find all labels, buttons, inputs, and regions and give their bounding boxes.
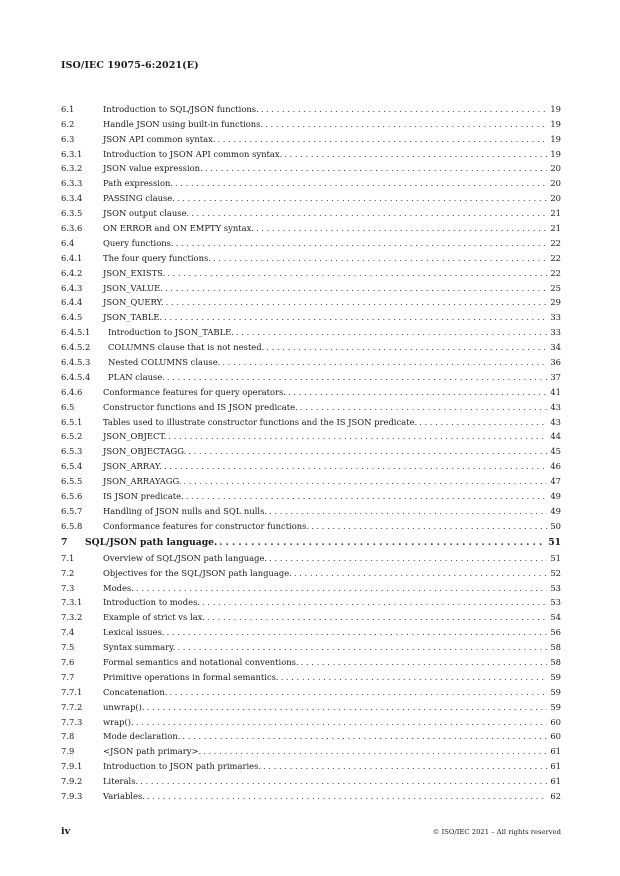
toc-entry-title: COLUMNS clause that is not nested. <box>108 342 265 353</box>
toc-entry-title: ON ERROR and ON EMPTY syntax. <box>103 223 254 234</box>
toc-entry-title: Primitive operations in formal semantics. <box>103 671 279 682</box>
toc-entry-page: 56 <box>550 627 561 638</box>
toc-entry-title: JSON_ARRAY. <box>103 461 162 472</box>
toc-entry-page: 58 <box>550 642 561 653</box>
toc-leader-dots <box>167 627 547 637</box>
toc-entry-title: Lexical issues. <box>103 627 165 638</box>
toc-leader-dots <box>186 491 547 501</box>
toc-entry-number: 6.3.3 <box>61 178 83 189</box>
toc-entry-number: 6.4.2 <box>61 267 83 278</box>
toc-entry-number: 7.3.2 <box>61 612 83 623</box>
toc-leader-dots <box>169 687 547 697</box>
toc-entry-page: 34 <box>550 342 561 353</box>
toc-entry-title: JSON_ARRAYAGG. <box>103 476 182 487</box>
toc-entry-title: JSON_OBJECTAGG. <box>103 446 187 457</box>
toc-entry-page: 44 <box>550 431 561 442</box>
toc-entry-page: 60 <box>550 731 561 742</box>
toc-entry[interactable] <box>61 188 561 203</box>
page-number: iv <box>61 826 71 837</box>
toc-entry-page: 59 <box>550 671 561 682</box>
toc-leader-dots <box>256 223 547 233</box>
toc-leader-dots <box>207 612 547 622</box>
toc-entry-number: 7.1 <box>61 552 75 563</box>
toc-entry-page: 43 <box>550 416 561 427</box>
toc-entry[interactable] <box>61 501 561 516</box>
toc-entry-page: 19 <box>550 103 561 114</box>
toc-entry-number: 6.5.4 <box>61 461 83 472</box>
toc-entry-title: JSON_OBJECT. <box>103 431 167 442</box>
toc-entry[interactable] <box>61 412 561 427</box>
toc-entry-number: 6.5.8 <box>61 520 83 531</box>
toc-entry-number: 6.4.1 <box>61 252 83 263</box>
toc-entry[interactable] <box>61 607 561 622</box>
toc-entry-page: 59 <box>550 701 561 712</box>
toc-entry-number: 6.3.1 <box>61 148 83 159</box>
toc-entry[interactable] <box>61 233 561 248</box>
toc-entry[interactable] <box>61 293 561 308</box>
toc-entry-number: 7.4 <box>61 627 75 638</box>
document-header: ISO/IEC 19075-6:2021(E) <box>61 60 199 71</box>
toc-entry[interactable] <box>61 114 561 129</box>
toc-entry[interactable] <box>61 771 561 786</box>
toc-entry[interactable] <box>61 307 561 322</box>
toc-entry[interactable] <box>61 712 561 727</box>
toc-entry[interactable] <box>61 667 561 682</box>
toc-leader-dots <box>205 163 547 173</box>
toc-entry-title: Mode declaration. <box>103 731 181 742</box>
toc-entry-title: Constructor functions and IS JSON predicate. <box>103 401 298 412</box>
toc-leader-dots <box>188 446 547 456</box>
toc-entry-page: 19 <box>550 148 561 159</box>
toc-entry-title: JSON API common syntax. <box>103 133 216 144</box>
toc-entry-number: 6.4.6 <box>61 386 83 397</box>
toc-entry-number: 6.4.5 <box>61 312 83 323</box>
toc-entry-page: 36 <box>550 357 561 368</box>
toc-entry-number: 6.3.5 <box>61 208 83 219</box>
toc-entry-title: JSON value expression. <box>103 163 203 174</box>
toc-entry-page: 50 <box>550 520 561 531</box>
toc-entry-page: 22 <box>550 252 561 263</box>
toc-leader-dots <box>294 568 547 578</box>
toc-entry-title: PASSING clause. <box>103 193 175 204</box>
toc-entry[interactable] <box>61 652 561 667</box>
toc-entry-title: Introduction to modes. <box>103 597 201 608</box>
toc-entry-title: JSON_QUERY. <box>103 297 164 308</box>
toc-entry-page: 53 <box>550 582 561 593</box>
toc-entry-page: 61 <box>550 761 561 772</box>
toc-entry[interactable] <box>61 682 561 697</box>
toc-entry-title: Modes. <box>103 582 134 593</box>
toc-entry-title: The four query functions. <box>103 252 211 263</box>
toc-entry-title: Variables. <box>103 790 145 801</box>
toc-entry-number: 6.4 <box>61 237 75 248</box>
toc-entry[interactable] <box>61 697 561 712</box>
toc-entry[interactable] <box>61 99 561 114</box>
toc-entry[interactable] <box>61 471 561 486</box>
toc-entry-number: 6.5.5 <box>61 476 83 487</box>
toc-entry[interactable] <box>61 756 561 771</box>
toc-leader-dots <box>261 104 547 114</box>
toc-entry-page: 21 <box>550 208 561 219</box>
toc-entry-number: 7.7.1 <box>61 686 83 697</box>
toc-entry-title: JSON_VALUE. <box>103 282 163 293</box>
toc-entry-page: 33 <box>550 327 561 338</box>
toc-entry[interactable] <box>61 382 561 397</box>
toc-entry[interactable] <box>61 741 561 756</box>
toc-entry[interactable] <box>61 578 561 593</box>
toc-leader-dots <box>265 119 547 129</box>
toc-entry-title: SQL/JSON path language. <box>85 536 218 548</box>
toc-entry[interactable] <box>61 456 561 471</box>
toc-entry-page: 29 <box>550 297 561 308</box>
toc-entry-number: 7.3 <box>61 582 75 593</box>
toc-entry-title: Query functions. <box>103 237 174 248</box>
toc-entry[interactable] <box>61 397 561 412</box>
toc-entry-title: Conformance features for query operators. <box>103 386 286 397</box>
toc-entry[interactable] <box>61 622 561 637</box>
toc-leader-dots <box>175 178 547 188</box>
toc-entry-page: 45 <box>550 446 561 457</box>
toc-entry-title: Handling of JSON nulls and SQL nulls. <box>103 505 268 516</box>
toc-entry-page: 59 <box>550 686 561 697</box>
toc-entry-number: 6.5.3 <box>61 446 83 457</box>
toc-entry-page: 22 <box>550 267 561 278</box>
toc-entry-page: 20 <box>550 178 561 189</box>
toc-entry-number: 6.5.1 <box>61 416 83 427</box>
toc-entry-page: 33 <box>550 312 561 323</box>
toc-entry-page: 62 <box>550 790 561 801</box>
toc-entry-title: Objectives for the SQL/JSON path language. <box>103 567 292 578</box>
toc-entry-title: Literals. <box>103 776 139 787</box>
toc-entry-number: 7.9.3 <box>61 790 83 801</box>
toc-entry-title: Handle JSON using built-in functions. <box>103 118 264 129</box>
toc-entry-title: Introduction to SQL/JSON functions. <box>103 103 259 114</box>
toc-entry[interactable] <box>61 637 561 652</box>
toc-entry[interactable] <box>61 516 561 531</box>
toc-entry-page: 61 <box>550 776 561 787</box>
toc-leader-dots <box>218 134 548 144</box>
toc-entry-page: 21 <box>550 223 561 234</box>
toc-leader-dots <box>269 506 547 516</box>
toc-entry[interactable] <box>61 563 561 578</box>
toc-entry-number: 6.5 <box>61 401 75 412</box>
toc-leader-dots <box>311 521 547 531</box>
toc-entry-title: Nested COLUMNS clause. <box>108 357 221 368</box>
toc-entry-number: 6.3.6 <box>61 223 83 234</box>
toc-entry[interactable] <box>61 486 561 501</box>
toc-entry-title: Example of strict vs lax. <box>103 612 206 623</box>
toc-leader-dots <box>284 149 547 159</box>
toc-entry-page: 20 <box>550 193 561 204</box>
toc-leader-dots <box>164 461 547 471</box>
toc-entry-page: 19 <box>550 133 561 144</box>
toc-entry[interactable] <box>61 218 561 233</box>
toc-leader-dots <box>202 597 547 607</box>
toc-leader-dots <box>288 387 547 397</box>
toc-entry-number: 7.7 <box>61 671 75 682</box>
toc-entry-page: 20 <box>550 163 561 174</box>
copyright-notice: © ISO/IEC 2021 – All rights reserved <box>432 828 561 836</box>
toc-entry-page: 58 <box>550 656 561 667</box>
toc-entry[interactable] <box>61 352 561 367</box>
toc-entry[interactable] <box>61 322 561 337</box>
toc-leader-dots <box>266 342 547 352</box>
toc-entry-title: IS JSON predicate. <box>103 491 184 502</box>
toc-leader-dots <box>136 717 547 727</box>
toc-leader-dots <box>147 791 547 801</box>
toc-entry[interactable] <box>61 144 561 159</box>
toc-entry-page: 52 <box>550 567 561 578</box>
toc-entry-number: 6.3.2 <box>61 163 83 174</box>
toc-entry-page: 47 <box>550 476 561 487</box>
toc-leader-dots <box>263 761 547 771</box>
toc-leader-dots <box>236 327 547 337</box>
toc-entry-number: 7.2 <box>61 567 75 578</box>
toc-leader-dots <box>213 253 547 263</box>
toc-entry-page: 51 <box>550 552 561 563</box>
toc-entry[interactable] <box>61 441 561 456</box>
toc-entry-number: 6.2 <box>61 118 75 129</box>
toc-entry[interactable] <box>61 786 561 801</box>
toc-entry-number: 7.8 <box>61 731 75 742</box>
toc-leader-dots <box>191 208 547 218</box>
toc-entry[interactable] <box>61 173 561 188</box>
toc-leader-dots <box>147 702 547 712</box>
toc-entry-number: 6.4.5.1 <box>61 327 91 338</box>
toc-leader-dots <box>222 357 547 367</box>
toc-entry-page: 53 <box>550 597 561 608</box>
toc-entry-page: 25 <box>550 282 561 293</box>
toc-entry-number: 6.5.7 <box>61 505 83 516</box>
toc-entry[interactable] <box>61 203 561 218</box>
toc-entry-title: Formal semantics and notational conventions. <box>103 656 299 667</box>
toc-leader-dots <box>136 583 547 593</box>
toc-leader-dots <box>177 193 547 203</box>
toc-entry-title: Introduction to JSON path primaries. <box>103 761 262 772</box>
toc-entry-title: Conformance features for constructor functions. <box>103 520 310 531</box>
toc-entry-number: 6.4.4 <box>61 297 83 308</box>
toc-entry-title: Introduction to JSON_TABLE. <box>108 327 234 338</box>
toc-entry[interactable] <box>61 427 561 442</box>
toc-entry-title: Tables used to illustrate constructor functions and the IS JSON predicate. <box>103 416 418 427</box>
toc-entry-title: Syntax summary. <box>103 642 176 653</box>
toc-entry-page: 51 <box>548 536 561 548</box>
toc-entry-number: 6.3.4 <box>61 193 83 204</box>
toc-leader-dots <box>419 417 547 427</box>
toc-entry-title: unwrap(). <box>103 701 145 712</box>
toc-entry-number: 7 <box>61 536 68 548</box>
toc-entry-page: 54 <box>550 612 561 623</box>
toc-entry-title: Concatenation. <box>103 686 168 697</box>
toc-leader-dots <box>269 553 547 563</box>
toc-entry[interactable] <box>61 593 561 608</box>
toc-entry-page: 37 <box>550 371 561 382</box>
toc-entry-number: 6.3 <box>61 133 75 144</box>
toc-entry[interactable] <box>61 337 561 352</box>
toc-entry-number: 7.7.3 <box>61 716 83 727</box>
toc-entry-title: Overview of SQL/JSON path language. <box>103 552 268 563</box>
toc-leader-dots <box>182 731 547 741</box>
toc-entry-number: 6.1 <box>61 103 75 114</box>
toc-entry[interactable] <box>61 531 561 548</box>
toc-entry-page: 46 <box>550 461 561 472</box>
toc-entry-number: 7.5 <box>61 642 75 653</box>
toc-entry[interactable] <box>61 278 561 293</box>
toc-entry-title: Introduction to JSON API common syntax. <box>103 148 283 159</box>
toc-entry-page: 41 <box>550 386 561 397</box>
toc-entry-number: 6.5.2 <box>61 431 83 442</box>
toc-entry-title: Path expression. <box>103 178 174 189</box>
toc-leader-dots <box>164 312 547 322</box>
toc-entry-title: JSON_TABLE. <box>103 312 163 323</box>
toc-entry-page: 49 <box>550 505 561 516</box>
toc-entry-page: 19 <box>550 118 561 129</box>
toc-leader-dots <box>166 297 547 307</box>
toc-entry-number: 6.4.5.2 <box>61 342 91 353</box>
toc-entry[interactable] <box>61 129 561 144</box>
toc-entry-page: 49 <box>550 491 561 502</box>
toc-entry-page: 61 <box>550 746 561 757</box>
toc-entry-title: JSON output clause. <box>103 208 190 219</box>
toc-entry-number: 7.6 <box>61 656 75 667</box>
toc-entry-page: 43 <box>550 401 561 412</box>
toc-entry-number: 7.9.1 <box>61 761 83 772</box>
toc-leader-dots <box>167 268 547 278</box>
toc-leader-dots <box>177 642 547 652</box>
toc-leader-dots <box>300 402 547 412</box>
toc-leader-dots <box>203 746 547 756</box>
toc-entry-title: <JSON path primary>. <box>103 746 202 757</box>
toc-entry-title: PLAN clause. <box>108 371 165 382</box>
toc-leader-dots <box>281 672 547 682</box>
toc-entry[interactable] <box>61 263 561 278</box>
toc-entry-title: wrap(). <box>103 716 134 727</box>
toc-leader-dots <box>168 431 547 441</box>
toc-entry-number: 7.9 <box>61 746 75 757</box>
toc-entry[interactable] <box>61 727 561 742</box>
toc-entry-page: 22 <box>550 237 561 248</box>
toc-leader-dots <box>140 776 547 786</box>
toc-leader-dots <box>176 238 547 248</box>
toc-leader-dots <box>184 476 547 486</box>
toc-leader-dots <box>167 372 547 382</box>
toc-entry-title: JSON_EXISTS. <box>103 267 166 278</box>
toc-entry[interactable] <box>61 159 561 174</box>
toc-entry[interactable] <box>61 367 561 382</box>
toc-entry-number: 7.9.2 <box>61 776 83 787</box>
toc-entry-number: 7.3.1 <box>61 597 83 608</box>
toc-entry-number: 6.4.5.3 <box>61 357 91 368</box>
toc-leader-dots <box>219 538 546 548</box>
toc-entry[interactable] <box>61 248 561 263</box>
toc-entry-number: 6.5.6 <box>61 491 83 502</box>
toc-entry-page: 60 <box>550 716 561 727</box>
toc-entry-number: 6.4.5.4 <box>61 371 91 382</box>
toc-leader-dots <box>301 657 547 667</box>
table-of-contents <box>61 99 561 801</box>
toc-leader-dots <box>165 283 547 293</box>
toc-entry-number: 6.4.3 <box>61 282 83 293</box>
toc-entry[interactable] <box>61 548 561 563</box>
toc-entry-number: 7.7.2 <box>61 701 83 712</box>
